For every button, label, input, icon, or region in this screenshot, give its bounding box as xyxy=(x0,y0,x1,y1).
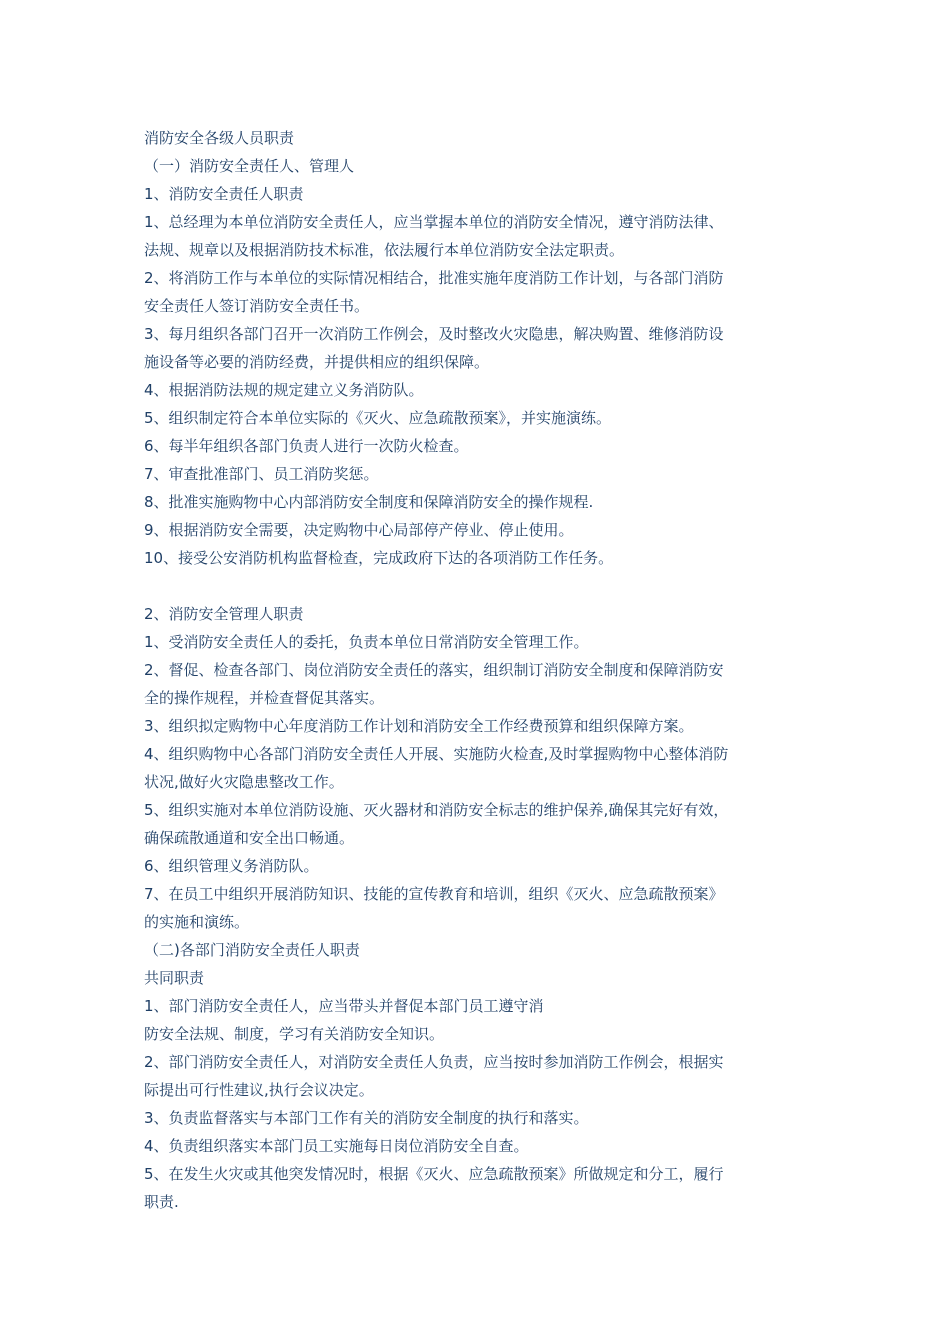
text-line: 全的操作规程，并检查督促其落实。 xyxy=(144,689,385,707)
text-line: 4、组织购物中心各部门消防安全责任人开展、实施防火检查,及时掌握购物中心整体消防 xyxy=(144,745,729,763)
text-line: 3、组织拟定购物中心年度消防工作计划和消防安全工作经费预算和组织保障方案。 xyxy=(144,717,694,735)
blank-line xyxy=(144,572,804,600)
text-line: 3、负责监督落实与本部门工作有关的消防安全制度的执行和落实。 xyxy=(144,1109,589,1127)
text-line: 际提出可行性建议,执行会议决定。 xyxy=(144,1081,374,1099)
text-line: 5、组织实施对本单位消防设施、灭火器材和消防安全标志的维护保养,确保其完好有效， xyxy=(144,801,729,819)
text-line: 8、批准实施购物中心内部消防安全制度和保障消防安全的操作规程. xyxy=(144,493,594,511)
text-line: 1、总经理为本单位消防安全责任人，应当掌握本单位的消防安全情况，遵守消防法律、 xyxy=(144,213,724,231)
text-line: 防安全法规、制度，学习有关消防安全知识。 xyxy=(144,1025,445,1043)
doc-title: 消防安全各级人员职责 xyxy=(144,129,295,147)
text-line: 10、接受公安消防机构监督检查，完成政府下达的各项消防工作任务。 xyxy=(144,549,614,567)
text-line: 1、受消防安全责任人的委托，负责本单位日常消防安全管理工作。 xyxy=(144,633,589,651)
text-line: 法规、规章以及根据消防技术标准，依法履行本单位消防安全法定职责。 xyxy=(144,241,625,259)
text-line: 6、每半年组织各部门负责人进行一次防火检查。 xyxy=(144,437,469,455)
text-line: 6、组织管理义务消防队。 xyxy=(144,857,319,875)
text-line: 4、负责组织落实本部门员工实施每日岗位消防安全自查。 xyxy=(144,1137,529,1155)
section-heading-1: （一）消防安全责任人、管理人 xyxy=(144,157,355,175)
subsection-heading-1: 1、消防安全责任人职责 xyxy=(144,185,304,203)
text-line: 9、根据消防安全需要，决定购物中心局部停产停业、停止使用。 xyxy=(144,521,574,539)
text-line: 2、将消防工作与本单位的实际情况相结合，批准实施年度消防工作计划，与各部门消防 xyxy=(144,269,724,287)
document-body xyxy=(144,124,804,1216)
text-line: 7、审查批准部门、员工消防奖惩。 xyxy=(144,465,379,483)
text-line: 1、部门消防安全责任人，应当带头并督促本部门员工遵守消 xyxy=(144,997,544,1015)
text-line: 2、督促、检查各部门、岗位消防安全责任的落实，组织制订消防安全制度和保障消防安 xyxy=(144,661,724,679)
text-line: 3、每月组织各部门召开一次消防工作例会，及时整改火灾隐患，解决购置、维修消防设 xyxy=(144,325,724,343)
text-line: 安全责任人签订消防安全责任书。 xyxy=(144,297,370,315)
text-line: 2、部门消防安全责任人，对消防安全责任人负责，应当按时参加消防工作例会，根据实 xyxy=(144,1053,724,1071)
text-line: 5、在发生火灾或其他突发情况时，根据《灭火、应急疏散预案》所做规定和分工，履行 xyxy=(144,1165,724,1183)
text-line: 状况,做好火灾隐患整改工作。 xyxy=(144,773,344,791)
text-line: 5、组织制定符合本单位实际的《灭火、应急疏散预案》，并实施演练。 xyxy=(144,409,612,427)
text-line: 的实施和演练。 xyxy=(144,913,250,931)
subsection-heading-3: 共同职责 xyxy=(144,969,205,987)
text-line: 4、根据消防法规的规定建立义务消防队。 xyxy=(144,381,424,399)
text-line: 7、在员工中组织开展消防知识、技能的宣传教育和培训，组织《灭火、应急疏散预案》 xyxy=(144,885,724,903)
text-line: 施设备等必要的消防经费，并提供相应的组织保障。 xyxy=(144,353,490,371)
text-line: 职责. xyxy=(144,1193,179,1211)
section-heading-2: （二)各部门消防安全责任人职责 xyxy=(144,941,360,959)
subsection-heading-2: 2、消防安全管理人职责 xyxy=(144,605,304,623)
text-line: 确保疏散通道和安全出口畅通。 xyxy=(144,829,355,847)
